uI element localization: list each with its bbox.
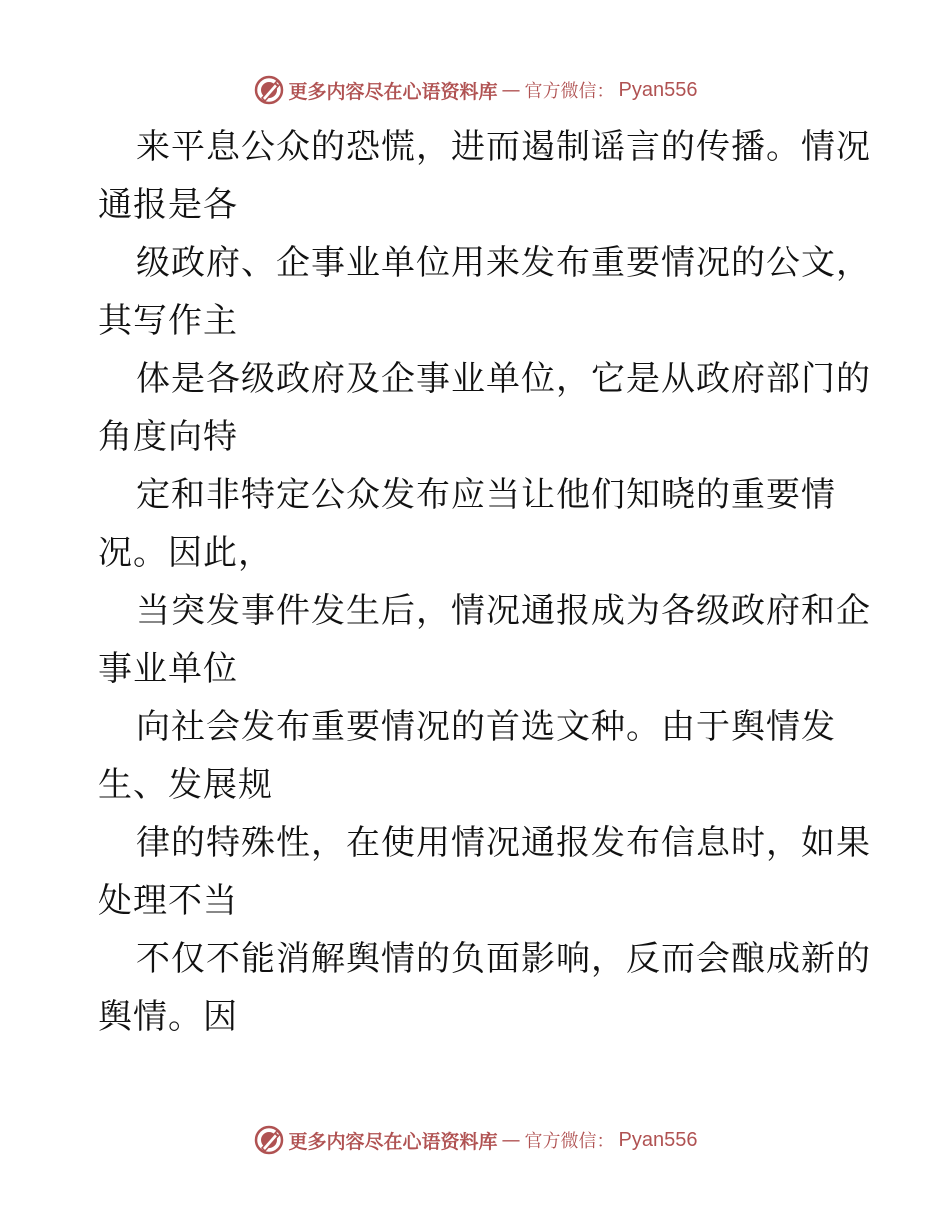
text-line: 体是各级政府及企事业单位，它是从政府部门的	[136, 359, 871, 399]
text-line: 定和非特定公众发布应当让他们知晓的重要情	[136, 475, 836, 515]
banner-wechat-label: 官方微信：	[524, 1131, 615, 1152]
header-banner	[0, 70, 950, 110]
text-line: 来平息公众的恐慌，进而遏制谣言的传播。情况	[136, 127, 871, 167]
paragraph	[98, 698, 858, 814]
banner-title: 更多内容尽在心语资料库	[288, 80, 498, 103]
text-line: 级政府、企事业单位用来发布重要情况的公文，	[136, 243, 871, 283]
text-line: 当突发事件发生后，情况通报成为各级政府和企	[136, 591, 871, 631]
text-line: 通报是各	[98, 185, 238, 225]
text-line: 况。因此，	[98, 533, 273, 573]
banner-separator: —	[501, 79, 521, 101]
text-line: 律的特殊性，在使用情况通报发布信息时，如果	[136, 823, 871, 863]
header-banner-content	[253, 74, 698, 106]
text-line: 舆情。因	[98, 997, 238, 1037]
document-body	[98, 118, 871, 1046]
banner-wechat-id: Pyan556	[618, 78, 698, 101]
paragraph	[98, 466, 858, 582]
pen-seal-icon	[253, 1124, 285, 1156]
text-line: 其写作主	[98, 301, 238, 341]
banner-wechat-label: 官方微信：	[524, 81, 615, 102]
paragraph	[98, 234, 871, 350]
banner-separator: —	[501, 1129, 521, 1151]
text-line: 生、发展规	[98, 765, 273, 805]
banner-wechat-id: Pyan556	[618, 1128, 698, 1151]
text-line: 向社会发布重要情况的首选文种。由于舆情发	[136, 707, 836, 747]
pen-seal-icon	[253, 74, 285, 106]
text-line: 角度向特	[98, 417, 238, 457]
text-line: 处理不当	[98, 881, 238, 921]
banner-title: 更多内容尽在心语资料库	[288, 1130, 498, 1153]
paragraph	[98, 582, 871, 698]
text-line: 不仅不能消解舆情的负面影响，反而会酿成新的	[136, 939, 871, 979]
paragraph	[98, 350, 871, 466]
footer-banner-content	[253, 1124, 698, 1156]
paragraph	[98, 118, 871, 234]
footer-banner	[0, 1120, 950, 1160]
paragraph	[98, 814, 871, 930]
text-line: 事业单位	[98, 649, 238, 689]
paragraph	[98, 930, 871, 1046]
